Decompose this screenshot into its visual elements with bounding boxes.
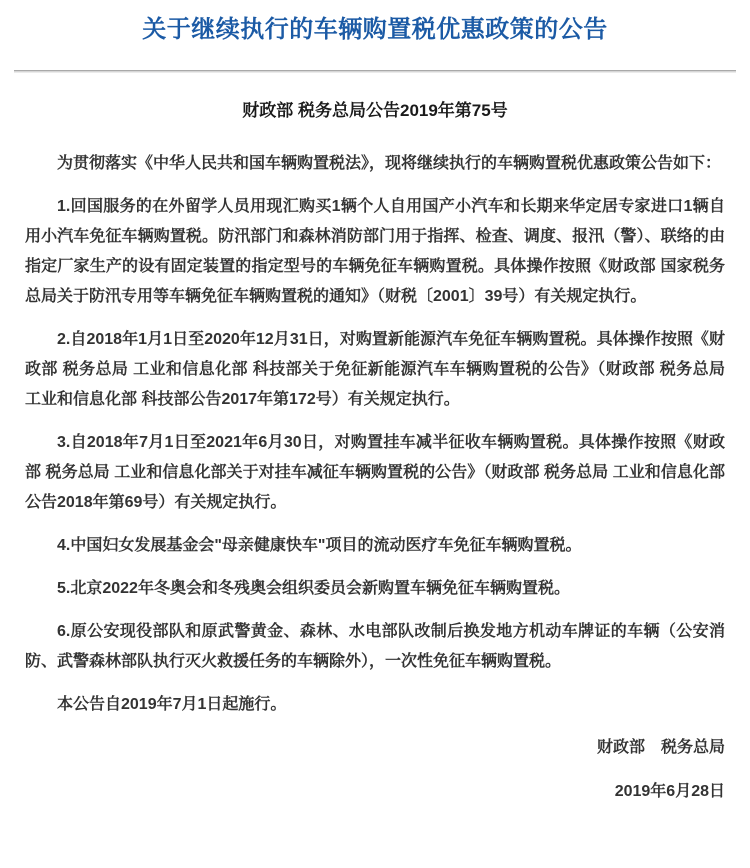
policy-item-3: 3.自2018年7月1日至2021年6月30日，对购置挂车减半征收车辆购置税。具体操作按照《财政部 税务总局 工业和信息化部关于对挂车减征车辆购置税的公告》（财政部 税务总局 工业和信息化部公告2018年第69号）有关规定执行。 bbox=[25, 434, 725, 511]
policy-item-4: 4.中国妇女发展基金会"母亲健康快车"项目的流动医疗车免征车辆购置税。 bbox=[57, 537, 582, 554]
issuer-signature: 财政部 税务总局 bbox=[596, 739, 725, 756]
policy-item-1: 1.回国服务的在外留学人员用现汇购买1辆个人自用国产小汽车和长期来华定居专家进口1辆自用小汽车免征车辆购置税。防汛部门和森林消防部门用于指挥、检查、调度、报汛（警）、联络的由指定厂家生产的设有固定装置的指定型号的车辆免征车辆购置税。具体操作按照《财政部 国家税务总局关于防汛专用等车辆免征车辆购置税的通知》（财税〔2001〕39号）有关规定执行。 bbox=[25, 198, 725, 305]
policy-item-6: 6.原公安现役部队和原武警黄金、森林、水电部队改制后换发地方机动车牌证的车辆（公安消防、武警森林部队执行灭火救援任务的车辆除外），一次性免征车辆购置税。 bbox=[25, 623, 725, 670]
policy-item-2: 2.自2018年1月1日至2020年12月31日，对购置新能源汽车免征车辆购置税。具体操作按照《财政部 税务总局 工业和信息化部 科技部关于免征新能源汽车车辆购置税的公告》（财政部 税务总局 工业和信息化部 科技部公告2017年第172号）有关规定执行。 bbox=[25, 331, 725, 408]
document-body bbox=[0, 149, 750, 720]
issue-date: 2019年6月28日 bbox=[614, 783, 725, 800]
header-divider bbox=[14, 70, 736, 73]
document-number: 财政部 税务总局公告2019年第75号 bbox=[242, 101, 508, 120]
effective-date-paragraph: 本公告自2019年7月1日起施行。 bbox=[57, 696, 287, 713]
page-title: 关于继续执行的车辆购置税优惠政策的公告 bbox=[142, 16, 608, 43]
policy-item-5: 5.北京2022年冬奥会和冬残奥会组织委员会新购置车辆免征车辆购置税。 bbox=[57, 580, 570, 597]
intro-paragraph: 为贯彻落实《中华人民共和国车辆购置税法》，现将继续执行的车辆购置税优惠政策公告如下： bbox=[57, 155, 722, 172]
